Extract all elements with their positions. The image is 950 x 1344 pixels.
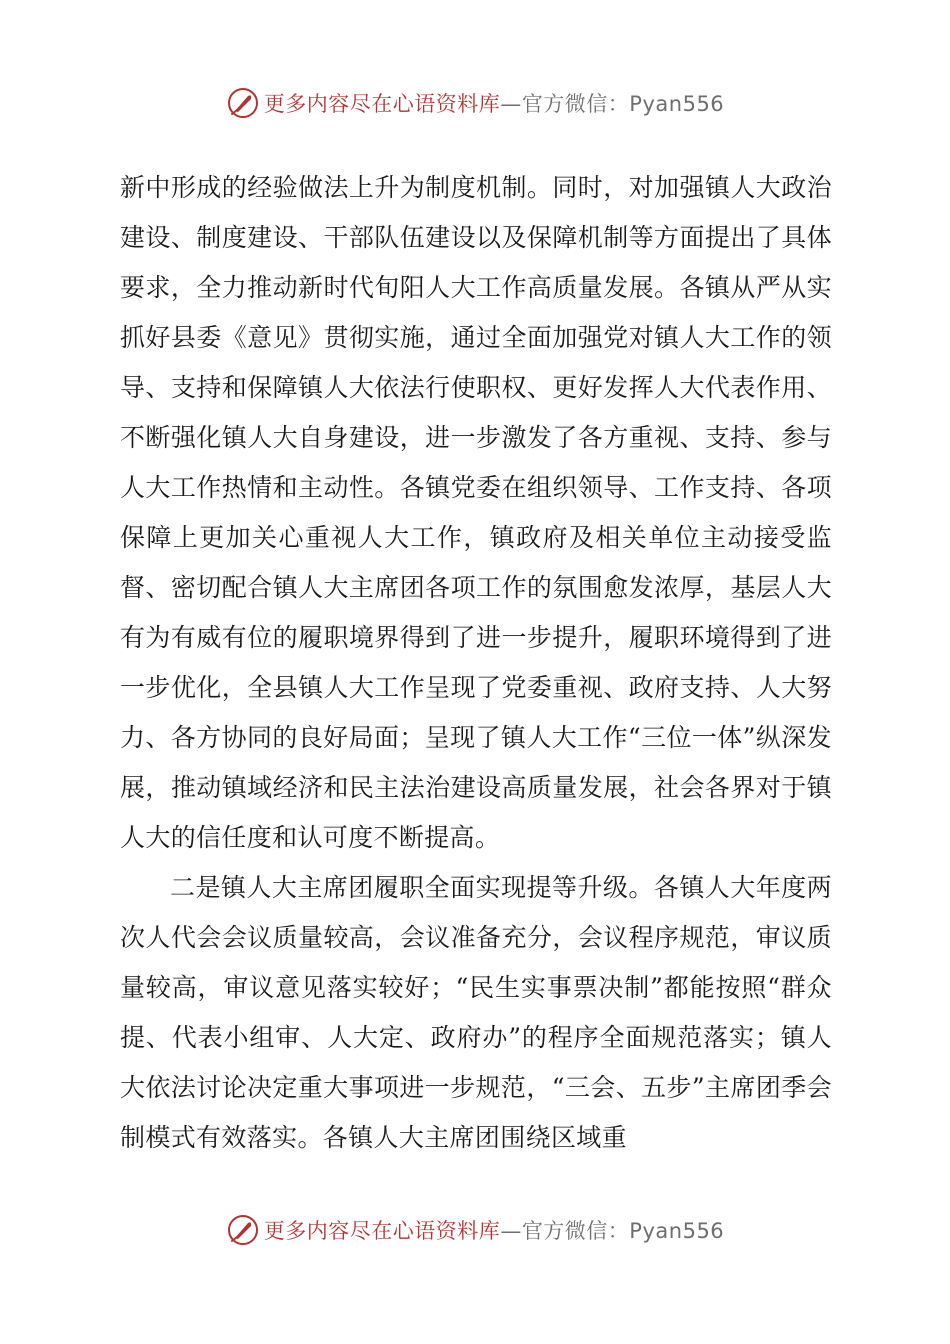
watermark-main: 更多内容尽在心语资料库	[263, 1219, 501, 1243]
body-paragraph-2: 二是镇人大主席团履职全面实现提等升级。各镇人大年度两次人代会会议质量较高，会议准备充分，会议程序规范，审议质量较高，审议意见落实较好；“民生实事票决制”都能按照“群众提、代表小组审、人大定、政府办”的程序全面规范落实；镇人大依法讨论决定重大事项进一步规范，“三会、五步”主席团季会制模式有效落实。各镇人大主席团围绕区域重	[120, 873, 832, 1152]
watermark-sub: 官方微信：Pyan556	[521, 1219, 725, 1243]
watermark-text	[264, 1215, 724, 1245]
header-watermark-banner	[0, 83, 950, 123]
quill-logo-icon	[226, 86, 260, 120]
watermark-sub: 官方微信：Pyan556	[521, 92, 725, 116]
body-paragraph-1: 新中形成的经验做法上升为制度机制。同时，对加强镇人大政治建设、制度建设、干部队伍建设以及保障机制等方面提出了具体要求，全力推动新时代旬阳人大工作高质量发展。各镇从严从实抓好县委《意见》贯彻实施，通过全面加强党对镇人大工作的领导、支持和保障镇人大依法行使职权、更好发挥人大代表作用、不断强化镇人大自身建设，进一步激发了各方重视、支持、参与人大工作热情和主动性。各镇党委在组织领导、工作支持、各项保障上更加关心重视人大工作，镇政府及相关单位主动接受监督、密切配合镇人大主席团各项工作的氛围愈发浓厚，基层人大有为有威有位的履职境界得到了进一步提升，履职环境得到了进一步优化，全县镇人大工作呈现了党委重视、政府支持、人大努力、各方协同的良好局面；呈现了镇人大工作“三位一体”纵深发展，推动镇域经济和民主法治建设高质量发展，社会各界对于镇人大的信任度和认可度不断提高。	[120, 173, 832, 852]
watermark-text	[264, 88, 724, 118]
document-body	[120, 163, 832, 1163]
watermark-separator: —	[500, 1219, 522, 1243]
watermark-separator: —	[500, 92, 522, 116]
quill-logo-icon	[226, 1213, 260, 1247]
watermark-main: 更多内容尽在心语资料库	[263, 92, 501, 116]
footer-watermark-banner	[0, 1210, 950, 1250]
